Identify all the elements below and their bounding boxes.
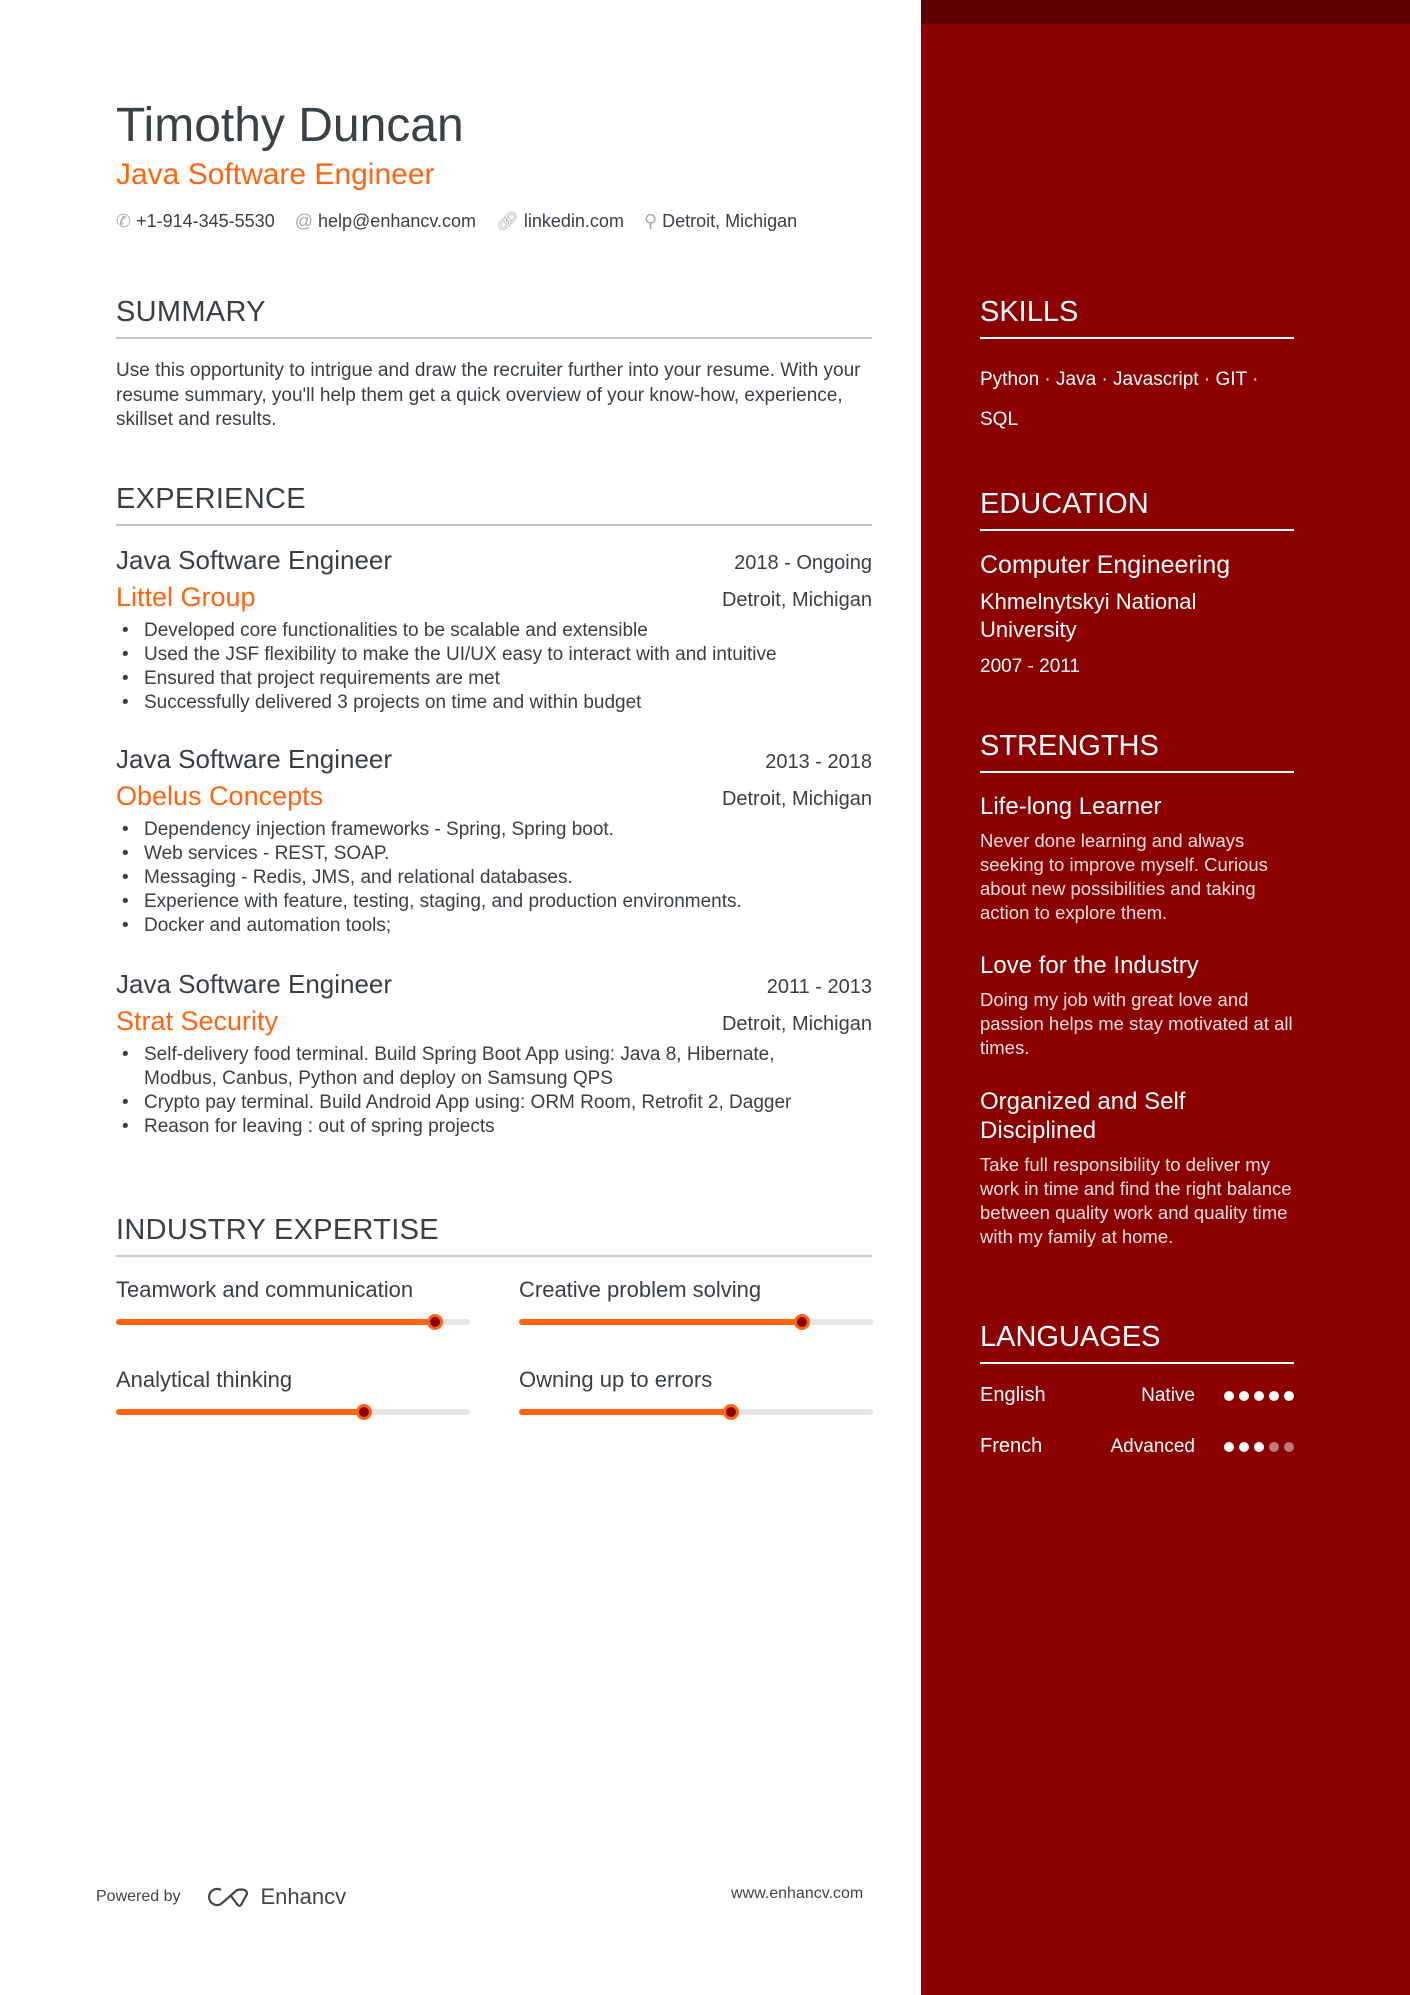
enhancv-logo-icon [207, 1886, 253, 1908]
strengths-heading: STRENGTHS [980, 730, 1294, 773]
bar-thumb [356, 1404, 372, 1420]
location-pin-icon: ⚲ [643, 211, 658, 231]
language-row [980, 1384, 1294, 1407]
powered-by-label: Powered by [96, 1888, 181, 1905]
experience-heading: EXPERIENCE [116, 483, 872, 526]
expertise-label: Teamwork and communication [116, 1277, 414, 1302]
expertise-bar [519, 1319, 873, 1325]
strength-item [980, 793, 1296, 925]
language-dots [1219, 1384, 1294, 1407]
bullet: • Messaging - Redis, JMS, and relational databases. [116, 866, 872, 890]
skills-heading: SKILLS [980, 296, 1294, 339]
job-entry [116, 744, 872, 938]
bullet: • Self-delivery food terminal. Build Spring Boot App using: Java 8, Hibernate, Modbus, Canbus, Python and deploy on Samsung QPS [116, 1043, 796, 1091]
strength-desc: Take full responsibility to deliver my work in time and find the right balance between quality work and quality time with my family at home. [980, 1154, 1292, 1247]
enhancv-logo[interactable] [207, 1884, 347, 1910]
candidate-name: Timothy Duncan [116, 99, 464, 152]
education-dates: 2007 - 2011 [980, 656, 1081, 677]
bullet: • Ensured that project requirements are met [116, 667, 872, 691]
job-bullets [116, 818, 872, 938]
language-level: Advanced [1110, 1435, 1195, 1457]
job-entry [116, 969, 872, 1139]
level-dot-filled [1224, 1391, 1234, 1401]
level-dot-empty [1269, 1442, 1279, 1452]
expertise-heading: INDUSTRY EXPERTISE [116, 1214, 872, 1257]
job-location: Detroit, Michigan [721, 1013, 872, 1035]
summary-text: Use this opportunity to intrigue and draw the recruiter further into your resume. With your resume summary, you'll help them get a quick overview of your know-how, experience, skillset and results. [116, 360, 861, 430]
candidate-title: Java Software Engineer [116, 158, 435, 191]
contact-location: ⚲ Detroit, Michigan [643, 211, 798, 231]
job-dates: 2013 - 2018 [765, 751, 872, 773]
job-title: Java Software Engineer [116, 744, 393, 774]
sidebar-top-strip [921, 0, 1410, 24]
level-dot-filled [1254, 1442, 1264, 1452]
strength-desc: Never done learning and always seeking to improve myself. Curious about new possibilities and taking action to explore them. [980, 830, 1268, 923]
summary-heading: SUMMARY [116, 296, 872, 339]
job-dates: 2011 - 2013 [766, 976, 872, 998]
job-title: Java Software Engineer [116, 545, 393, 575]
phone-icon: ✆ [116, 211, 132, 231]
expertise-bar [116, 1319, 470, 1325]
expertise-bar [116, 1409, 470, 1415]
job-entry [116, 545, 872, 715]
contact-phone[interactable]: ✆ +1-914-345-5530 [116, 211, 275, 231]
expertise-label: Creative problem solving [519, 1277, 762, 1302]
contact-email[interactable]: @ help@enhancv.com [294, 211, 477, 231]
expertise-item [519, 1367, 873, 1415]
level-dot-filled [1254, 1391, 1264, 1401]
language-row [980, 1435, 1294, 1458]
contact-link[interactable]: 🔗︎ linkedin.com [496, 211, 624, 231]
language-name: French [980, 1435, 1043, 1457]
strength-title: Life-long Learner [980, 793, 1162, 820]
bullet: • Developed core functionalities to be scalable and extensible [116, 619, 872, 643]
level-dot-filled [1269, 1391, 1279, 1401]
bullet: • Web services - REST, SOAP. [116, 842, 872, 866]
level-dot-empty [1284, 1442, 1294, 1452]
skills-line: SQL [980, 409, 1019, 430]
job-company: Strat Security [116, 1006, 279, 1036]
bar-thumb [723, 1404, 739, 1420]
bullet: • Docker and automation tools; [116, 914, 872, 938]
job-company: Obelus Concepts [116, 781, 324, 811]
bar-thumb [794, 1314, 810, 1330]
job-bullets [116, 1043, 796, 1139]
language-level: Native [1141, 1384, 1195, 1406]
strength-item [980, 1087, 1296, 1249]
expertise-item [116, 1367, 470, 1415]
strength-title: Organized and Self Disciplined [980, 1088, 1186, 1144]
expertise-label: Owning up to errors [519, 1367, 713, 1392]
bar-thumb [427, 1314, 443, 1330]
level-dot-filled [1284, 1391, 1294, 1401]
bullet: • Successfully delivered 3 projects on time and within budget [116, 691, 872, 715]
at-icon: @ [294, 211, 313, 231]
expertise-item [519, 1277, 873, 1325]
language-dots [1219, 1435, 1294, 1458]
level-dot-filled [1239, 1391, 1249, 1401]
footer-branding [96, 1884, 346, 1910]
job-bullets [116, 619, 872, 715]
bullet: • Used the JSF flexibility to make the UI/UX easy to interact with and intuitive [116, 643, 872, 667]
bullet: • Crypto pay terminal. Build Android App using: ORM Room, Retrofit 2, Dagger [116, 1091, 796, 1115]
education-heading: EDUCATION [980, 488, 1294, 531]
strength-title: Love for the Industry [980, 952, 1199, 979]
level-dot-filled [1224, 1442, 1234, 1452]
job-dates: 2018 - Ongoing [734, 552, 872, 574]
job-location: Detroit, Michigan [721, 589, 872, 611]
expertise-bar [519, 1409, 873, 1415]
job-title: Java Software Engineer [116, 969, 393, 999]
education-entry [980, 551, 1294, 678]
footer-url[interactable]: www.enhancv.com [731, 1885, 864, 1902]
skills-line: Python · Java · Javascript · GIT · [980, 369, 1259, 390]
link-icon: 🔗︎ [496, 211, 519, 231]
languages-heading: LANGUAGES [980, 1321, 1294, 1364]
job-location: Detroit, Michigan [721, 788, 872, 810]
bullet: • Dependency injection frameworks - Spring, Spring boot. [116, 818, 872, 842]
strength-item [980, 952, 1296, 1060]
bullet: • Reason for leaving : out of spring projects [116, 1115, 796, 1139]
expertise-item [116, 1277, 470, 1325]
education-degree: Computer Engineering [980, 551, 1231, 579]
strength-desc: Doing my job with great love and passion helps me stay motivated at all times. [980, 989, 1293, 1058]
bullet: • Experience with feature, testing, staging, and production environments. [116, 890, 872, 914]
education-school: Khmelnytskyi National University [980, 589, 1197, 642]
job-company: Littel Group [116, 582, 256, 612]
level-dot-filled [1239, 1442, 1249, 1452]
skills-list [980, 360, 1258, 440]
enhancv-brand: Enhancv [260, 1884, 347, 1909]
language-name: English [980, 1384, 1046, 1406]
contact-row [116, 211, 797, 232]
expertise-label: Analytical thinking [116, 1367, 293, 1392]
